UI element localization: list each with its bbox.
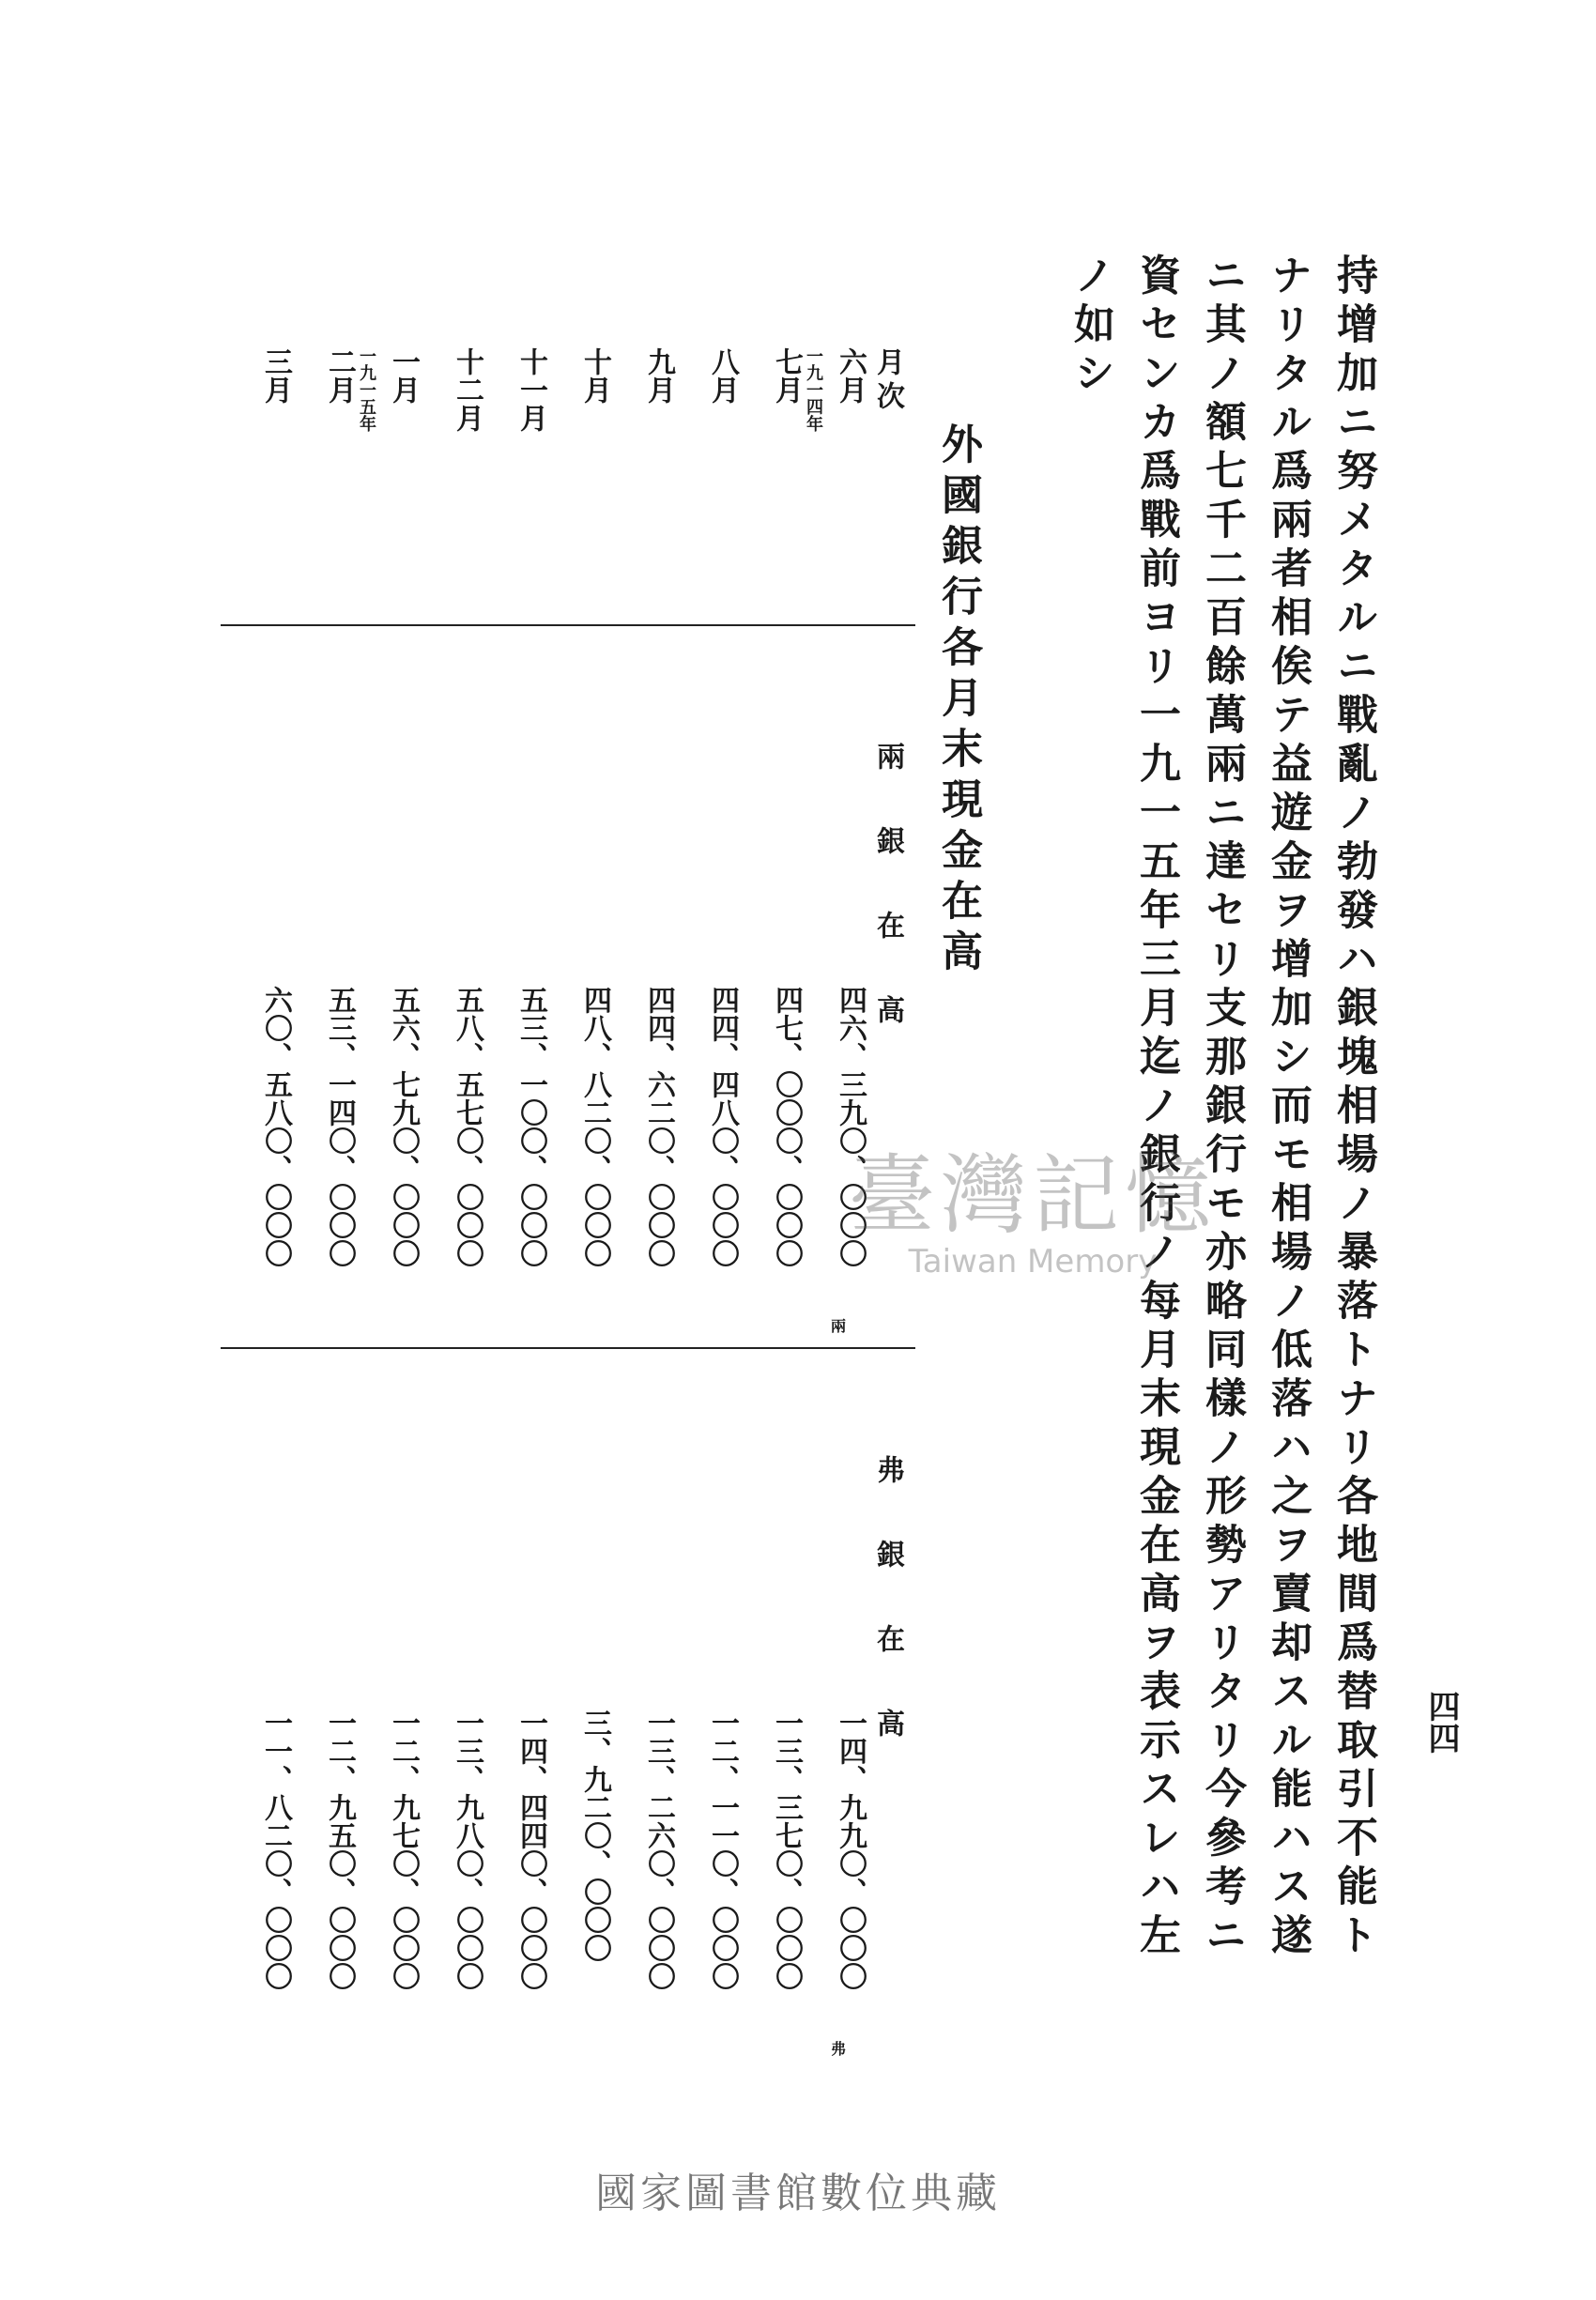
row-franc-value: 一二、一一〇、〇〇〇 bbox=[706, 1709, 739, 1990]
row-franc-value: 一一、八二〇、〇〇〇 bbox=[259, 1709, 292, 1990]
page-number: 四四 bbox=[1422, 1690, 1460, 1754]
watermark-main: 臺灣記憶 bbox=[848, 1145, 1217, 1246]
watermark-sub: Taiwan Memory bbox=[908, 1243, 1158, 1280]
row-tael-value: 四四、六二〇、〇〇〇 bbox=[642, 986, 675, 1267]
table-rule-middle bbox=[221, 1347, 915, 1349]
row-year: 一九一五年 bbox=[357, 347, 376, 432]
row-franc-value: 一二、九七〇、〇〇〇 bbox=[387, 1709, 420, 1990]
row-tael-value: 四七、〇〇〇、〇〇〇 bbox=[770, 986, 803, 1267]
row-month: 一月 bbox=[387, 347, 420, 404]
cash-holdings-table bbox=[221, 338, 915, 2103]
unit-franc: 弗 bbox=[831, 2040, 847, 2058]
row-tael-value: 五三、一〇〇、〇〇〇 bbox=[514, 986, 547, 1267]
header-tael: 兩銀在高 bbox=[871, 742, 904, 1080]
body-column-2: ナリタル爲兩者相俟テ益遊金ヲ增加シ而モ相場ノ低落ハ之ヲ賣却スル能ハス遂 bbox=[1264, 253, 1312, 1962]
table-title: 外國銀行各月末現金在高 bbox=[934, 422, 982, 980]
row-month: 十月 bbox=[578, 347, 611, 404]
row-month: 二月 bbox=[323, 347, 356, 404]
row-tael-value: 六〇、五八〇、〇〇〇 bbox=[259, 986, 292, 1267]
row-month: 六月 bbox=[834, 347, 867, 404]
row-month: 八月 bbox=[706, 347, 739, 404]
row-tael-value: 四八、八二〇、〇〇〇 bbox=[578, 986, 611, 1267]
table-rule-top bbox=[221, 624, 915, 626]
row-franc-value: 一四、四四〇、〇〇〇 bbox=[514, 1709, 547, 1990]
body-column-5: ノ如シ bbox=[1067, 253, 1114, 400]
row-franc-value: 一三、三七〇、〇〇〇 bbox=[770, 1709, 803, 1990]
row-tael-value: 五六、七九〇、〇〇〇 bbox=[387, 986, 420, 1267]
row-tael-value: 五三、一四〇、〇〇〇 bbox=[323, 986, 356, 1267]
body-column-1: 持增加ニ努メタルニ戰亂ノ勃發ハ銀塊相場ノ暴落トナリ各地間爲替取引不能ト bbox=[1329, 253, 1377, 1962]
row-month: 三月 bbox=[259, 347, 292, 404]
row-franc-value: 一三、二六〇、〇〇〇 bbox=[642, 1709, 675, 1990]
row-month: 十二月 bbox=[451, 347, 483, 432]
row-month: 七月 bbox=[770, 347, 803, 404]
row-month: 十一月 bbox=[514, 347, 547, 432]
row-month: 九月 bbox=[642, 347, 675, 404]
footer-credit: 國家圖書館數位典藏 bbox=[595, 2170, 1001, 2217]
row-franc-value: 一四、九九〇、〇〇〇 bbox=[834, 1709, 867, 1990]
body-column-4: 資センカ爲戰前ヨリ一九一五年三月迄ノ銀行ノ每月末現金在高ヲ表示スレハ左 bbox=[1132, 253, 1180, 1962]
unit-tael: 兩 bbox=[831, 1317, 847, 1335]
header-franc: 弗銀在高 bbox=[871, 1455, 904, 1793]
row-year: 一九一四年 bbox=[804, 347, 823, 432]
row-franc-value: 一三、九八〇、〇〇〇 bbox=[451, 1709, 483, 1990]
row-franc-value: 一二、九五〇、〇〇〇 bbox=[323, 1709, 356, 1990]
row-tael-value: 四四、四八〇、〇〇〇 bbox=[706, 986, 739, 1267]
header-month: 月次 bbox=[871, 347, 904, 415]
body-column-3: ニ其ノ額七千二百餘萬兩ニ達セリ支那銀行モ亦略同樣ノ形勢アリタリ今參考ニ bbox=[1198, 253, 1246, 1962]
row-tael-value: 四六、三九〇、〇〇〇 bbox=[834, 986, 867, 1267]
row-franc-value: 三、九二〇、〇〇〇 bbox=[578, 1709, 611, 1962]
body-text bbox=[995, 253, 1389, 2018]
row-tael-value: 五八、五七〇、〇〇〇 bbox=[451, 986, 483, 1267]
